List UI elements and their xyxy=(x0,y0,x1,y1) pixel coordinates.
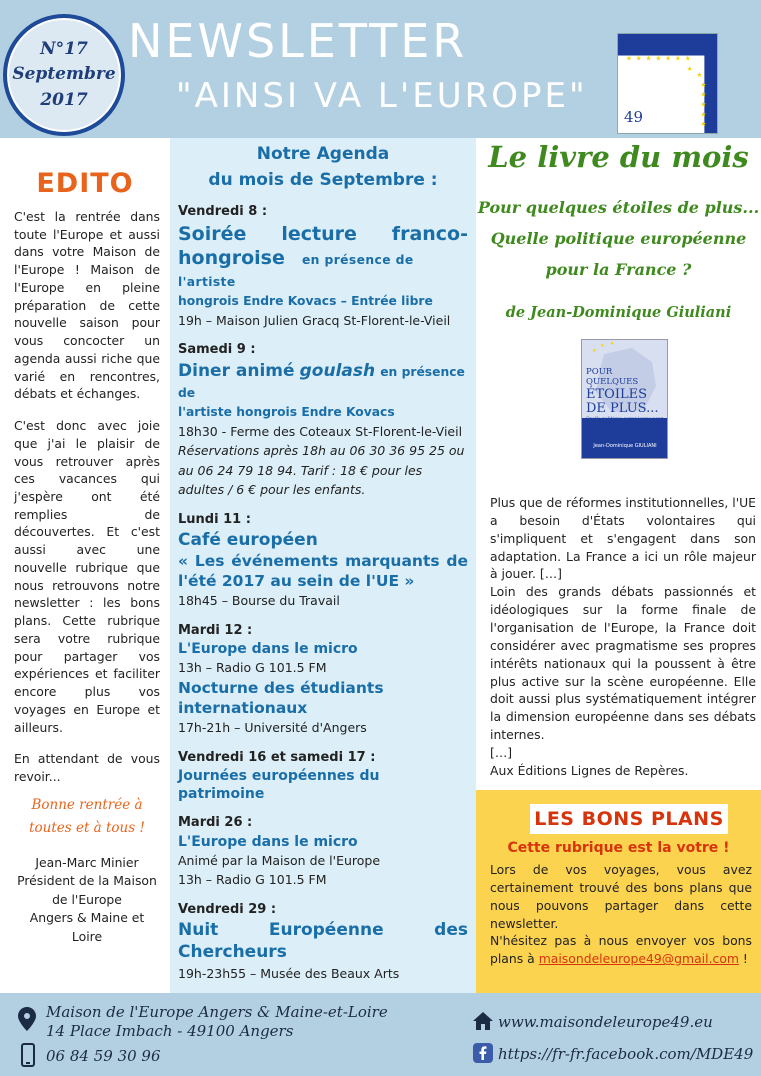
agenda-event xyxy=(178,510,468,611)
signer-role-3: Angers & Maine et xyxy=(29,910,145,926)
svg-text:★: ★ xyxy=(674,54,682,63)
event-title: Journées européennes du patrimoine xyxy=(178,768,380,803)
agenda-event xyxy=(178,202,468,330)
issue-badge xyxy=(3,14,125,136)
edito-greeting xyxy=(14,794,160,840)
event-title-row xyxy=(178,246,468,292)
svg-text:★: ★ xyxy=(645,54,652,63)
agenda-column xyxy=(170,138,476,993)
event-title-cont: Chercheurs xyxy=(178,942,287,963)
book-title-line-3: pour la France ? xyxy=(545,260,692,280)
event-day: Vendredi 8 : xyxy=(178,204,268,219)
svg-text:★: ★ xyxy=(700,100,707,109)
agenda-event xyxy=(178,900,468,983)
svg-text:★: ★ xyxy=(700,80,707,89)
issue-number: N°17 xyxy=(40,38,88,59)
agenda-event xyxy=(178,748,468,804)
book-title-line-2: Quelle politique européenne xyxy=(490,229,747,249)
cover-author: Jean-Dominique GIULIANI xyxy=(593,443,657,449)
footer xyxy=(0,993,761,1076)
edito-paragraph-3: En attendant de vous revoir... xyxy=(14,751,160,785)
event-info: 13h – Radio G 101.5 FM xyxy=(178,660,327,676)
cover-title-small: POUR QUELQUES xyxy=(586,367,639,387)
svg-text:★: ★ xyxy=(600,343,605,349)
book-paragraph-3: […] xyxy=(490,745,513,761)
edito-title: EDITO xyxy=(36,168,134,199)
edito-body xyxy=(14,208,160,947)
edito-column xyxy=(0,138,170,993)
agenda-list xyxy=(178,202,468,993)
event-day: Mardi 26 : xyxy=(178,815,253,831)
event-title-2: Nocturne des étudiants xyxy=(178,678,384,697)
event-note: en présence de l'artiste xyxy=(178,253,414,289)
event-info-2: 17h-21h – Université d'Angers xyxy=(178,720,367,736)
logo-number: 49 xyxy=(624,108,644,126)
svg-text:★: ★ xyxy=(635,54,642,63)
book-paragraph-1: Plus que de réformes institutionnelles, l'UE a besoin d'États volontaires qui s'impliquent et s'engagent dans son adaptation. La France a ici un rôle majeur à jouer. […] xyxy=(490,495,756,582)
bons-plans-paragraph-2 xyxy=(490,932,752,968)
event-info: 18h45 – Bourse du Travail xyxy=(178,593,340,609)
event-info: 18h30 - Ferme des Coteaux St-Florent-le-Vieil xyxy=(178,424,463,440)
event-title: Café européen xyxy=(178,530,318,551)
cover-title-big-2: DE PLUS... xyxy=(586,401,659,417)
svg-text:★: ★ xyxy=(700,90,707,99)
svg-text:★: ★ xyxy=(655,54,662,63)
agenda-title xyxy=(170,138,476,193)
event-title: L'Europe dans le micro xyxy=(178,641,358,658)
book-title-line-1: Pour quelques étoiles de plus... xyxy=(477,198,760,217)
bons-plans-subtitle: Cette rubrique est la votre ! xyxy=(507,840,730,856)
bons-plans-title: LES BONS PLANS xyxy=(530,804,728,834)
agenda-event xyxy=(178,340,468,499)
agenda-event xyxy=(178,621,468,738)
footer-org-name: Maison de l'Europe Angers & Maine-et-Loire xyxy=(46,1003,388,1021)
footer-facebook-link[interactable]: https://fr-fr.facebook.com/MDE49 xyxy=(498,1045,754,1063)
event-title-cont-2: l'été 2017 au sein de l'UE » xyxy=(178,572,415,591)
event-day: Vendredi 16 et samedi 17 : xyxy=(178,749,376,765)
event-title-2-cont: internationaux xyxy=(178,698,308,717)
edito-paragraph-2: C'est donc avec joie que j'ai le plaisir de vous retrouver après ces vacances qui j'espère ont été remplies de découvertes. Et c'est aussi avec une nouvelle rubrique que nous retrouvons notre newsletter : les bons plans. Cette rubrique sera votre rubrique pour partager vos expériences et faciliter encore plus vos voyages en Europe et ailleurs. xyxy=(14,418,160,735)
signer-name: Jean-Marc Minier xyxy=(35,854,139,870)
event-title: Nuit Européenne des xyxy=(178,920,468,941)
issue-month: Septembre xyxy=(12,64,116,85)
bons-plans-body xyxy=(490,861,752,968)
book-section-title: Le livre du mois xyxy=(488,140,749,174)
event-day: Mardi 12 : xyxy=(178,622,253,638)
footer-address xyxy=(46,1003,388,1041)
maison-europe-logo xyxy=(617,33,718,134)
facebook-icon xyxy=(473,1043,493,1063)
newsletter-subtitle: "AINSI VA L'EUROPE" xyxy=(176,76,588,116)
svg-text:★: ★ xyxy=(592,348,597,354)
edito-signature xyxy=(14,854,160,947)
book-cover xyxy=(581,339,668,459)
home-icon xyxy=(472,1011,494,1031)
svg-text:★: ★ xyxy=(686,65,693,74)
event-info: Animé par la Maison de l'Europe xyxy=(178,853,381,869)
svg-text:★: ★ xyxy=(700,110,707,119)
greeting-line-2: toutes et à tous ! xyxy=(29,819,145,836)
cover-title-big-1: ÉTOILES xyxy=(586,386,647,402)
footer-website-link[interactable]: www.maisondeleurope49.eu xyxy=(498,1013,713,1031)
signer-role-4: Loire xyxy=(71,929,103,945)
book-author: de Jean-Dominique Giuliani xyxy=(505,304,732,321)
event-day: Samedi 9 : xyxy=(178,342,256,358)
cover-band xyxy=(582,418,667,459)
event-title: Soirée lecture franco- xyxy=(178,222,468,245)
greeting-line-1: Bonne rentrée à xyxy=(31,796,143,813)
event-info-2: 13h – Radio G 101.5 FM xyxy=(178,872,327,888)
agenda-title-line-1: Notre Agenda xyxy=(256,144,390,164)
svg-text:★: ★ xyxy=(700,120,707,129)
event-reservation: Réservations après 18h au 06 30 36 95 25 ou au 06 24 79 18 94. Tarif : 18 € pour les adultes / 6 € pour les enfants. xyxy=(178,443,465,498)
svg-text:★: ★ xyxy=(625,54,632,63)
bons-plans-end: ! xyxy=(738,951,748,967)
signer-role-2: de l'Europe xyxy=(52,891,122,907)
svg-text:★: ★ xyxy=(665,54,672,63)
event-title-cont: hongroise xyxy=(178,247,285,270)
event-title-cont: « Les événements marquants de xyxy=(178,552,468,571)
event-title: Diner animé xyxy=(178,360,295,381)
event-note-cont: hongrois Endre Kovacs – Entrée libre xyxy=(178,293,433,308)
book-column xyxy=(476,138,761,993)
issue-year: 2017 xyxy=(40,89,88,110)
book-paragraph-2: Loin des grands débats passionnés et idéologiques sur la forme finale de l'organisation de l'Europe, la France doit considérer avec pragmatisme ses propres intérêts nationaux qui la poussent à être plus active sur la scène européenne. Elle doit aussi plus systématiquement intégrer la dimension européenne dans ses débats internes. xyxy=(490,584,756,743)
bons-plans-box xyxy=(476,790,761,993)
event-title-emphasis: goulash xyxy=(299,360,376,381)
signer-role-1: Président de la Maison xyxy=(17,873,157,889)
book-publisher: Aux Éditions Lignes de Repères. xyxy=(490,762,689,778)
svg-text:★: ★ xyxy=(684,54,691,63)
footer-street: 14 Place Imbach - 49100 Angers xyxy=(46,1021,294,1040)
header xyxy=(0,0,761,138)
event-note-cont: l'artiste hongrois Endre Kovacs xyxy=(178,404,395,419)
book-description xyxy=(490,494,756,780)
book-title xyxy=(476,192,761,286)
bons-plans-invite: N'hésitez pas à nous envoyer vos bons plans à xyxy=(490,933,752,967)
event-title-row xyxy=(178,360,468,403)
agenda-event xyxy=(178,813,468,889)
event-info: 19h – Maison Julien Gracq St-Florent-le-Vieil xyxy=(178,312,451,328)
svg-text:★: ★ xyxy=(610,341,615,347)
phone-icon xyxy=(21,1043,35,1067)
edito-paragraph-1: C'est la rentrée dans toute l'Europe et aussi dans votre Maison de l'Europe ! Maison de l'Europe en pleine préparation de cette nouvelle saison pour vous concocter un agenda aussi riche que varié en rencontres, débats et échanges. xyxy=(14,209,160,402)
agenda-title-line-2: du mois de Septembre : xyxy=(208,169,438,190)
event-title: L'Europe dans le micro xyxy=(178,833,358,850)
event-day: Vendredi 29 : xyxy=(178,901,277,917)
bons-plans-paragraph-1: Lors de vos voyages, vous avez certainement trouvé des bons plans que nous pouvons partager dans cette newsletter. xyxy=(490,862,752,931)
event-info: 19h-23h55 – Musée des Beaux Arts xyxy=(178,965,400,981)
location-pin-icon xyxy=(18,1007,36,1031)
event-note: en présence de xyxy=(178,364,465,400)
event-day: Lundi 11 : xyxy=(178,511,251,527)
newsletter-title: NEWSLETTER xyxy=(128,14,468,68)
svg-text:★: ★ xyxy=(696,71,703,80)
footer-phone[interactable]: 06 84 59 30 96 xyxy=(46,1047,161,1065)
contact-email-link[interactable]: maisondeleurope49@gmail.com xyxy=(538,951,739,967)
